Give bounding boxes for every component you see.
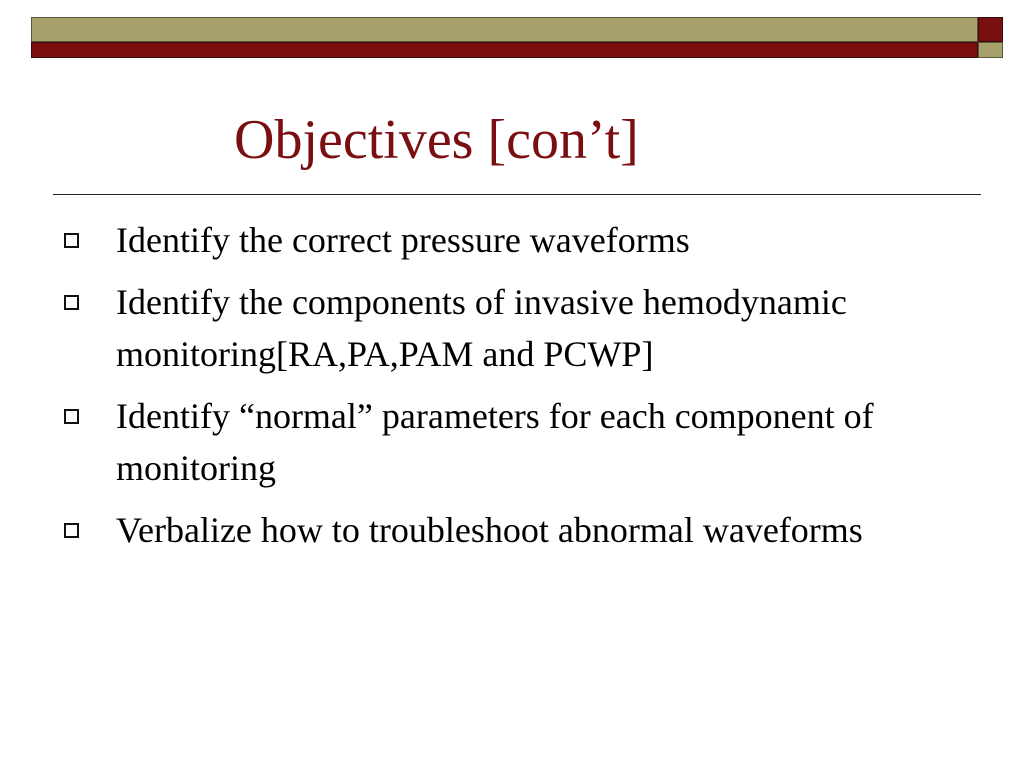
title-divider (53, 194, 981, 195)
square-bullet-icon (64, 409, 79, 424)
header-band-maroon (31, 42, 978, 58)
bullet-item (64, 390, 944, 494)
square-bullet-icon (64, 295, 79, 310)
slide-title: Objectives [con’t] (234, 109, 639, 171)
bullet-text: Identify “normal” parameters for each component of monitoring (116, 396, 874, 488)
bullet-text: Identify the components of invasive hemodynamic monitoring[RA,PA,PAM and PCWP] (116, 282, 847, 374)
bullet-item (64, 214, 944, 266)
bullet-item (64, 504, 944, 556)
square-bullet-icon (64, 233, 79, 248)
bullet-list (64, 214, 944, 566)
bullet-item (64, 276, 944, 380)
header-corner-maroon (978, 17, 1003, 42)
square-bullet-icon (64, 523, 79, 538)
header-corner-olive (978, 42, 1003, 58)
header-band-olive (31, 17, 978, 42)
bullet-text: Verbalize how to troubleshoot abnormal waveforms (116, 510, 863, 550)
bullet-text: Identify the correct pressure waveforms (116, 220, 690, 260)
